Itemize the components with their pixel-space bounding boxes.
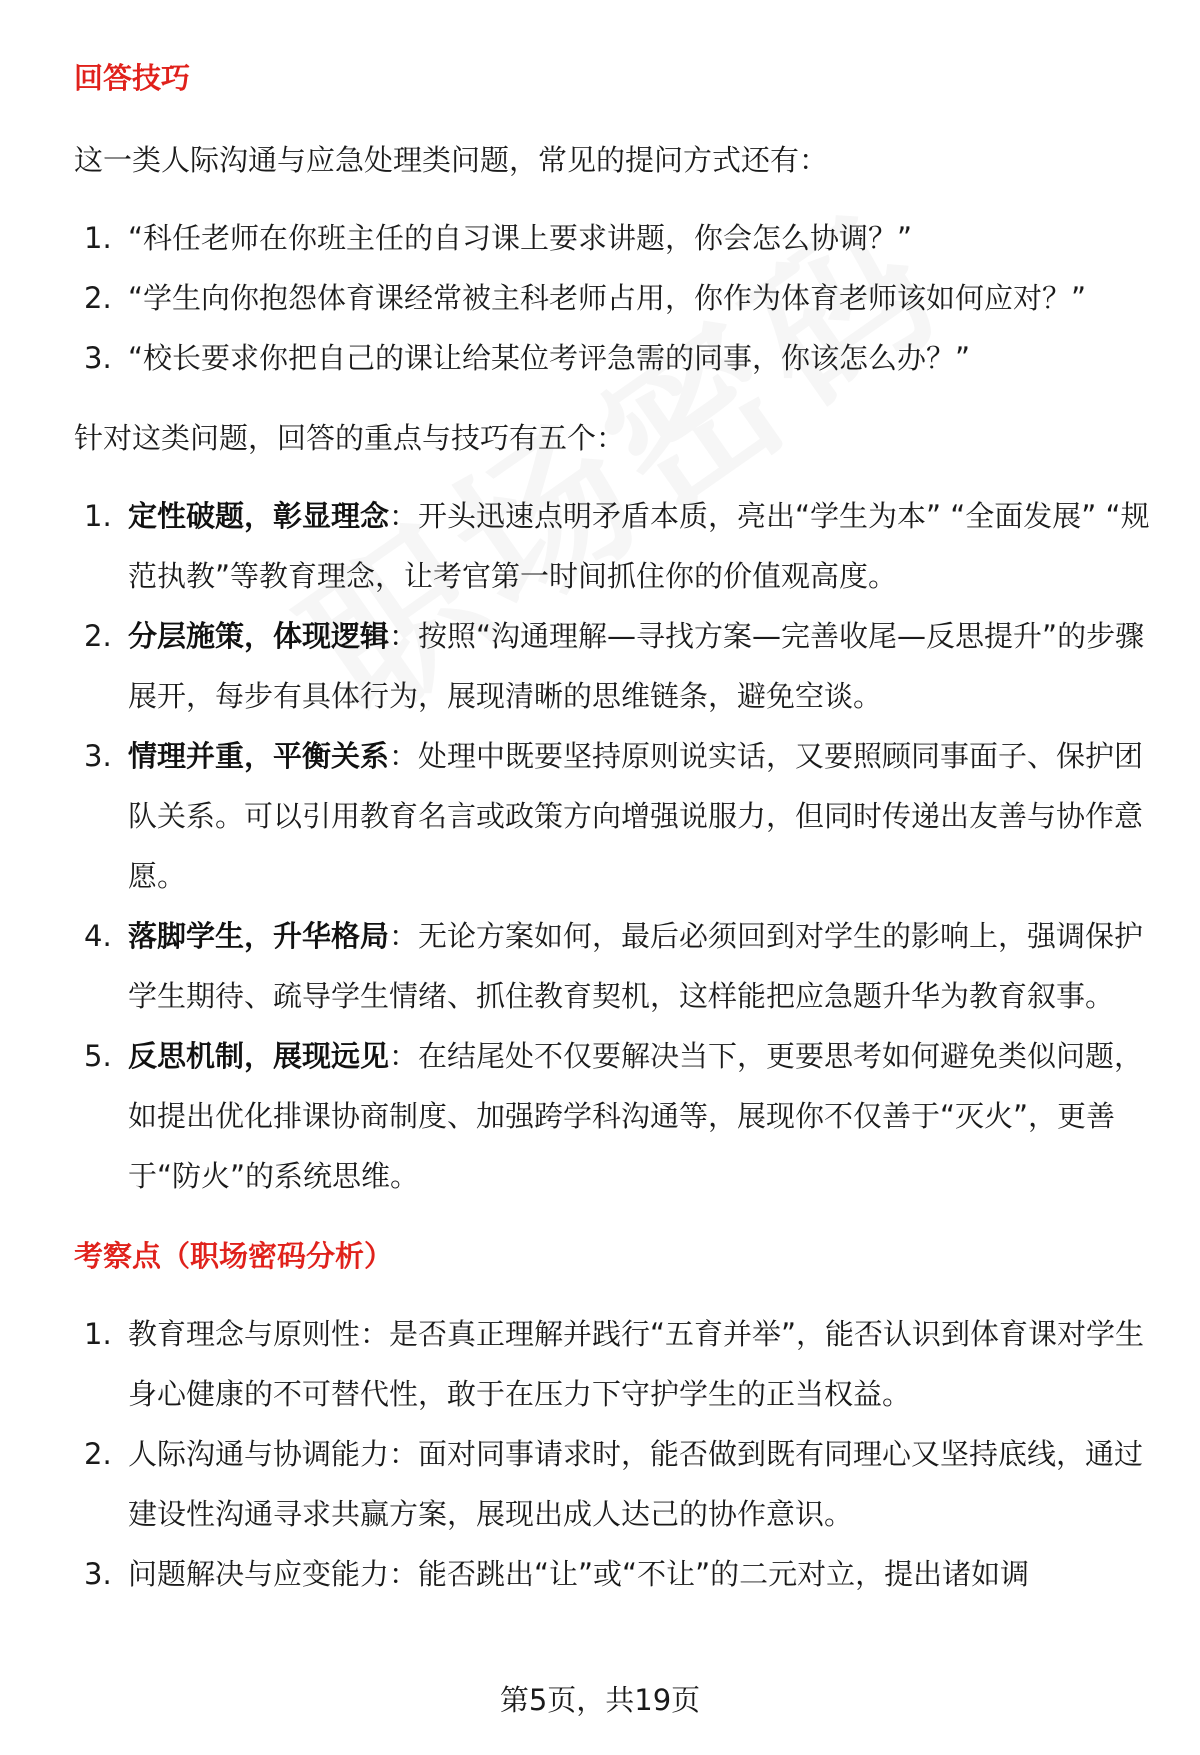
list-item	[74, 1424, 1154, 1544]
assessment-list	[74, 1304, 1154, 1604]
list-item	[74, 1544, 1154, 1604]
list-item	[74, 1304, 1154, 1424]
tip-heading: 分层施策，体现逻辑	[128, 619, 390, 653]
list-number: 4.	[84, 919, 112, 953]
list-number: 3.	[84, 341, 112, 375]
list-number: 5.	[84, 1039, 112, 1073]
list-item	[74, 486, 1154, 606]
list-text: “学生向你抱怨体育课经常被主科老师占用，你作为体育老师该如何应对？”	[128, 281, 1087, 315]
list-text: “校长要求你把自己的课让给某位考评急需的同事，你该怎么办？”	[128, 341, 971, 375]
list-item	[74, 726, 1154, 906]
list-item	[74, 606, 1154, 726]
list-text: “科任老师在你班主任的自习课上要求讲题，你会怎么协调？”	[128, 221, 913, 255]
tip-heading: 定性破题，彰显理念	[128, 499, 390, 533]
tip-text: ：开头迅速点明矛盾本质，亮出“学生为本” “全面发展” “规范执教”等教育理念，让考官第一时间抓住你的价值观高度。	[128, 499, 1150, 593]
tip-heading: 情理并重，平衡关系	[128, 739, 390, 773]
tips-intro-paragraph: 针对这类问题，回答的重点与技巧有五个：	[74, 421, 626, 455]
section-title-answer-tips: 回答技巧	[74, 61, 191, 95]
list-number: 2.	[84, 281, 112, 315]
list-number: 1.	[84, 499, 112, 533]
list-number: 3.	[84, 739, 112, 773]
list-item	[74, 906, 1154, 1026]
list-text: 教育理念与原则性：是否真正理解并践行“五育并举”，能否认识到体育课对学生身心健康的不可替代性，敢于在压力下守护学生的正当权益。	[128, 1317, 1145, 1411]
section-title-assessment-points: 考察点（职场密码分析）	[74, 1239, 394, 1273]
tip-text: ：按照“沟通理解—寻找方案—完善收尾—反思提升”的步骤展开，每步有具体行为，展现清晰的思维链条，避免空谈。	[128, 619, 1145, 713]
list-text: 人际沟通与协调能力：面对同事请求时，能否做到既有同理心又坚持底线，通过建设性沟通寻求共赢方案，展现出成人达己的协作意识。	[128, 1437, 1144, 1531]
list-number: 3.	[84, 1557, 112, 1591]
list-item	[74, 208, 1154, 268]
list-number: 2.	[84, 1437, 112, 1471]
list-item	[74, 328, 1154, 388]
tip-text: ：处理中既要坚持原则说实话，又要照顾同事面子、保护团队关系。可以引用教育名言或政策方向增强说服力，但同时传递出友善与协作意愿。	[128, 739, 1144, 893]
list-number: 2.	[84, 619, 112, 653]
page-content	[74, 58, 1154, 1604]
intro-paragraph: 这一类人际沟通与应急处理类问题，常见的提问方式还有：	[74, 143, 829, 177]
page-number-footer: 第5页，共19页	[499, 1683, 701, 1717]
tip-heading: 反思机制，展现远见	[128, 1039, 390, 1073]
list-number: 1.	[84, 221, 112, 255]
list-text: 问题解决与应变能力：能否跳出“让”或“不让”的二元对立，提出诸如调	[128, 1557, 1030, 1591]
list-item	[74, 1026, 1154, 1206]
list-number: 1.	[84, 1317, 112, 1351]
tips-list	[74, 486, 1154, 1206]
tip-heading: 落脚学生，升华格局	[128, 919, 390, 953]
tip-text: ：无论方案如何，最后必须回到对学生的影响上，强调保护学生期待、疏导学生情绪、抓住教育契机，这样能把应急题升华为教育叙事。	[128, 919, 1144, 1013]
list-item	[74, 268, 1154, 328]
tip-text: ：在结尾处不仅要解决当下，更要思考如何避免类似问题，如提出优化排课协商制度、加强跨学科沟通等，展现你不仅善于“灭火”，更善于“防火”的系统思维。	[128, 1039, 1144, 1193]
question-list	[74, 208, 1154, 388]
